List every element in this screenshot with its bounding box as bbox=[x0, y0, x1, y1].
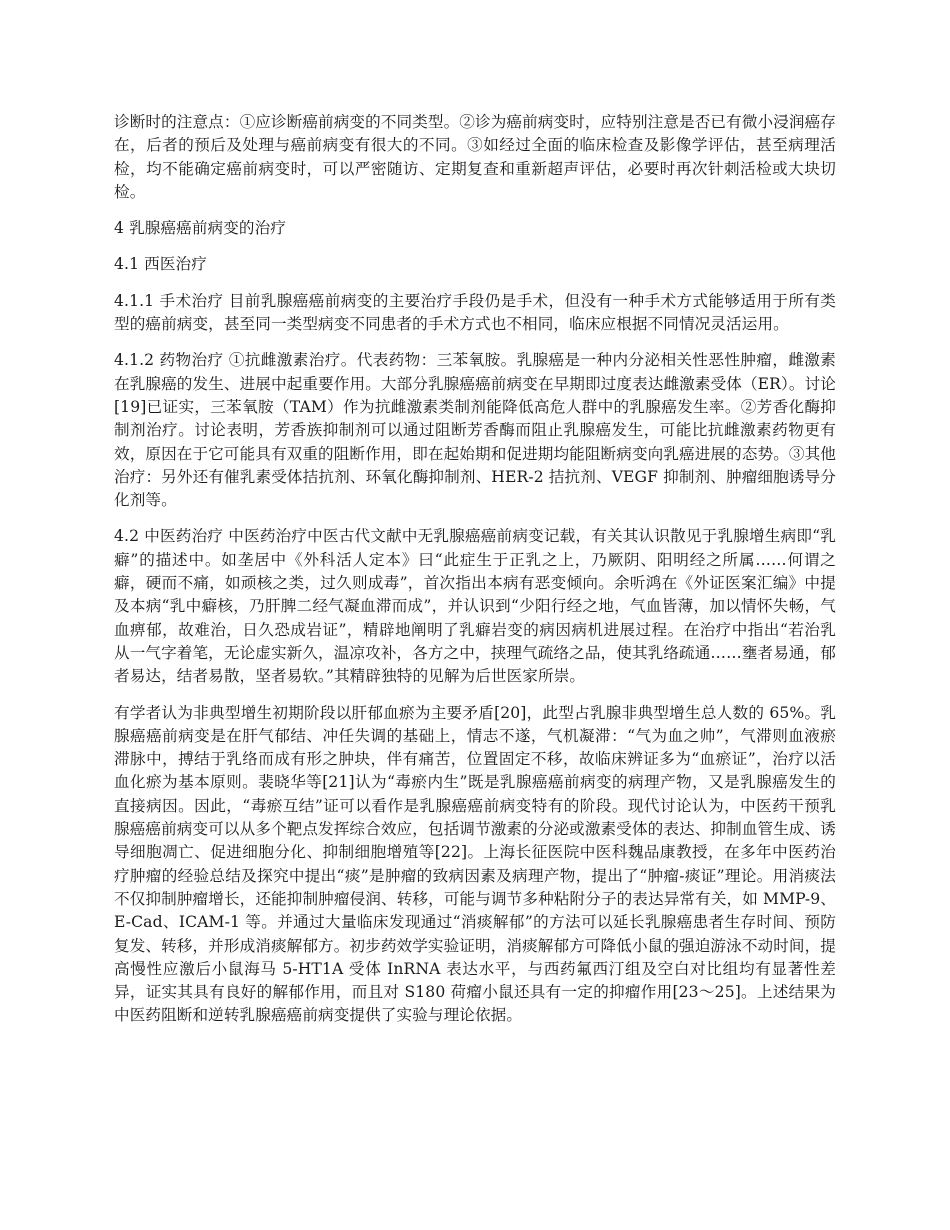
subsection-heading-western-medicine: 4.1 西医治疗 bbox=[114, 255, 207, 274]
paragraph-tcm-treatment: 4.2 中医药治疗 中医药治疗中医古代文献中无乳腺癌癌前病变记载，有关其认识散见于乳腺增生病即“乳癖”的描述中。如垄居中《外科活人定本》曰“此症生于正乳之上，乃厥阴、阳明经之所属……何谓之癖，硬而不痛，如顽核之类，过久则成毒”，首次指出本病有恶变倾向。余听鸿在《外证医案汇编》中提及本病“乳中癖核，乃肝脾二经气凝血滞而成”，并认识到“少阳行经之地，气血皆薄，加以情怀失畅，气血痹郁，故难治，日久恐成岩证”，精辟地阐明了乳癖岩变的病因病机进展过程。在治疗中指出“若治乳从一气字着笔，无论虚实新久，温凉攻补，各方之中，挟理气疏络之品，使其乳络疏通……壅者易通，郁者易达，结者易散，坚者易软。”其精辟独特的见解为后世医家所崇。 bbox=[114, 527, 836, 686]
section-heading-treatment: 4 乳腺癌癌前病变的治疗 bbox=[114, 219, 287, 238]
paragraph-drug-treatment: 4.1.2 药物治疗 ①抗雌激素治疗。代表药物：三苯氧胺。乳腺癌是一种内分泌相关性恶性肿瘤，雌激素在乳腺癌的发生、进展中起重要作用。大部分乳腺癌癌前病变在早期即过度表达雌激素受体（ER）。讨论[19]已证实，三苯氧胺（TAM）作为抗雌激素类制剂能降低高危人群中的乳腺癌发生率。②芳香化酶抑制剂治疗。讨论表明，芳香族抑制剂可以通过阻断芳香酶而阻止乳腺癌发生，可能比抗雌激素药物更有效，原因在于它可能具有双重的阻断作用，即在起始期和促进期均能阻断病变向乳癌进展的态势。③其他治疗：另外还有催乳素受体拮抗剂、环氧化酶抑制剂、HER-2 拮抗剂、VEGF 抑制剂、肿瘤细胞诱导分化剂等。 bbox=[114, 351, 836, 510]
paragraph-diagnosis-notes: 诊断时的注意点：①应诊断癌前病变的不同类型。②诊为癌前病变时，应特别注意是否已有微小浸润癌存在，后者的预后及处理与癌前病变有很大的不同。③如经过全面的临床检查及影像学评估，甚至病理活检，均不能确定癌前病变时，可以严密随访、定期复查和重新超声评估，必要时再次针刺活检或大块切检。 bbox=[114, 113, 836, 201]
paragraph-surgical-treatment: 4.1.1 手术治疗 目前乳腺癌癌前病变的主要治疗手段仍是手术，但没有一种手术方式能够适用于所有类型的癌前病变，甚至同一类型病变不同患者的手术方式也不相同，临床应根据不同情况灵活运用。 bbox=[114, 291, 836, 334]
paragraph-tcm-research: 有学者认为非典型增生初期阶段以肝郁血瘀为主要矛盾[20]，此型占乳腺非典型增生总人数的 65%。乳腺癌癌前病变是在肝气郁结、冲任失调的基础上，情志不遂，气机凝滞：“气为血之帅”，气滞则血液瘀滞脉中，搏结于乳络而成有形之肿块，伴有痛苦，位置固定不移，故临床辨证多为“血瘀证”，治疗以活血化瘀为基本原则。裴晓华等[21]认为“毒瘀内生”既是乳腺癌癌前病变的病理产物，又是乳腺癌发生的直接病因。因此，“毒瘀互结”证可以看作是乳腺癌癌前病变特有的阶段。现代讨论认为，中医药干预乳腺癌癌前病变可以从多个靶点发挥综合效应，包括调节激素的分泌或激素受体的表达、抑制血管生成、诱导细胞凋亡、促进细胞分化、抑制细胞增殖等[22]。上海长征医院中医科魏品康教授，在多年中医药治疗肿瘤的经验总结及探究中提出“痰”是肿瘤的致病因素及病理产物，提出了“肿瘤-痰证”理论。用消痰法不仅抑制肿瘤增长，还能抑制肿瘤侵润、转移，可能与调节多种粘附分子的表达异常有关，如 MMP-9、E-Cad、ICAM-1 等。并通过大量临床发现通过“消痰解郁”的方法可以延长乳腺癌患者生存时间、预防复发、转移，并形成消痰解郁方。初步药效学实验证明，消痰解郁方可降低小鼠的强迫游泳不动时间，提高慢性应激后小鼠海马 5-HT1A 受体 InRNA 表达水平，与西药氟西汀组及空白对比组均有显著性差异，证实其具有良好的解郁作用，而且对 S180 荷瘤小鼠还具有一定的抑瘤作用[23～25]。上述结果为中医药阻断和逆转乳腺癌癌前病变提供了实验与理论依据。 bbox=[114, 703, 836, 1025]
